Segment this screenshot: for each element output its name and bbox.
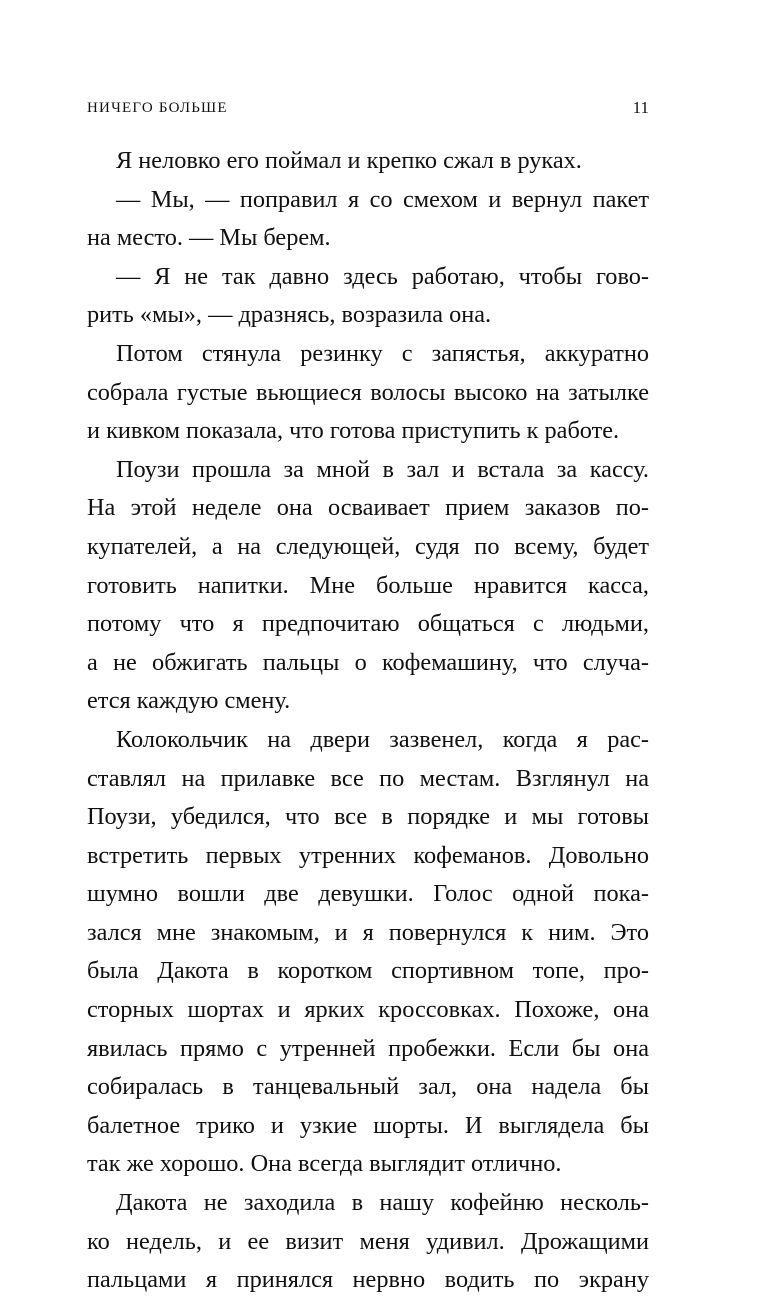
text-line: явилась прямо с утренней пробежки. Если бы она <box>87 1034 649 1062</box>
text-line: Поузи прошла за мной в зал и встала за кассу. <box>116 455 649 483</box>
text-line: зался мне знакомым, и я повернулся к ним. Это <box>87 918 649 946</box>
text-line: На этой неделе она осваивает прием заказов по- <box>87 494 649 522</box>
text-line: а не обжигать пальцы о кофемашину, что случа- <box>87 648 649 676</box>
text-line: Я неловко его поймал и крепко сжал в руках. <box>116 147 582 174</box>
text-line: пальцами я принялся нервно водить по экрану <box>87 1266 649 1294</box>
text-line: Поузи, убедился, что все в порядке и мы готовы <box>87 803 649 831</box>
text-line: Дакота не заходила в нашу кофейню несколь- <box>116 1189 649 1217</box>
text-line: ставлял на прилавке все по местам. Взглянул на <box>87 764 649 792</box>
text-line: собиралась в танцевальный зал, она надела бы <box>87 1073 649 1101</box>
text-line: так же хорошо. Она всегда выглядит отлично. <box>87 1150 562 1178</box>
text-line: рить «мы», — дразнясь, возразила она. <box>87 301 492 329</box>
text-line: балетное трико и узкие шорты. И выглядела бы <box>87 1111 649 1139</box>
text-line: на место. — Мы берем. <box>87 224 331 252</box>
text-line: — Мы, — поправил я со смехом и вернул пакет <box>116 185 649 213</box>
text-line: — Я не так давно здесь работаю, чтобы гово- <box>116 262 649 290</box>
text-line: встретить первых утренних кофеманов. Довольно <box>87 841 649 869</box>
text-line: была Дакота в коротком спортивном топе, про- <box>87 957 649 985</box>
text-line: собрала густые вьющиеся волосы высоко на затылке <box>87 378 649 406</box>
text-line: Потом стянула резинку с запястья, аккуратно <box>116 339 649 367</box>
text-line: потому что я предпочитаю общаться с людьми, <box>87 610 649 638</box>
page-number: 11 <box>632 98 649 117</box>
text-line: и кивком показала, что готова приступить к работе. <box>87 417 620 445</box>
text-line: купателей, а на следующей, судя по всему, будет <box>87 532 649 560</box>
text-line: готовить напитки. Мне больше нравится касса, <box>87 571 649 599</box>
text-line: ко недель, и ее визит меня удивил. Дрожащими <box>87 1227 649 1255</box>
body-text <box>87 142 649 1300</box>
running-header <box>87 96 649 120</box>
text-line: сторных шортах и ярких кроссовках. Похоже, она <box>87 996 649 1024</box>
text-line: шумно вошли две девушки. Голос одной пока- <box>87 880 649 908</box>
text-line: Колокольчик на двери зазвенел, когда я рас- <box>116 725 649 753</box>
text-line: ется каждую смену. <box>87 687 291 715</box>
running-title: НИЧЕГО БОЛЬШЕ <box>87 100 228 116</box>
